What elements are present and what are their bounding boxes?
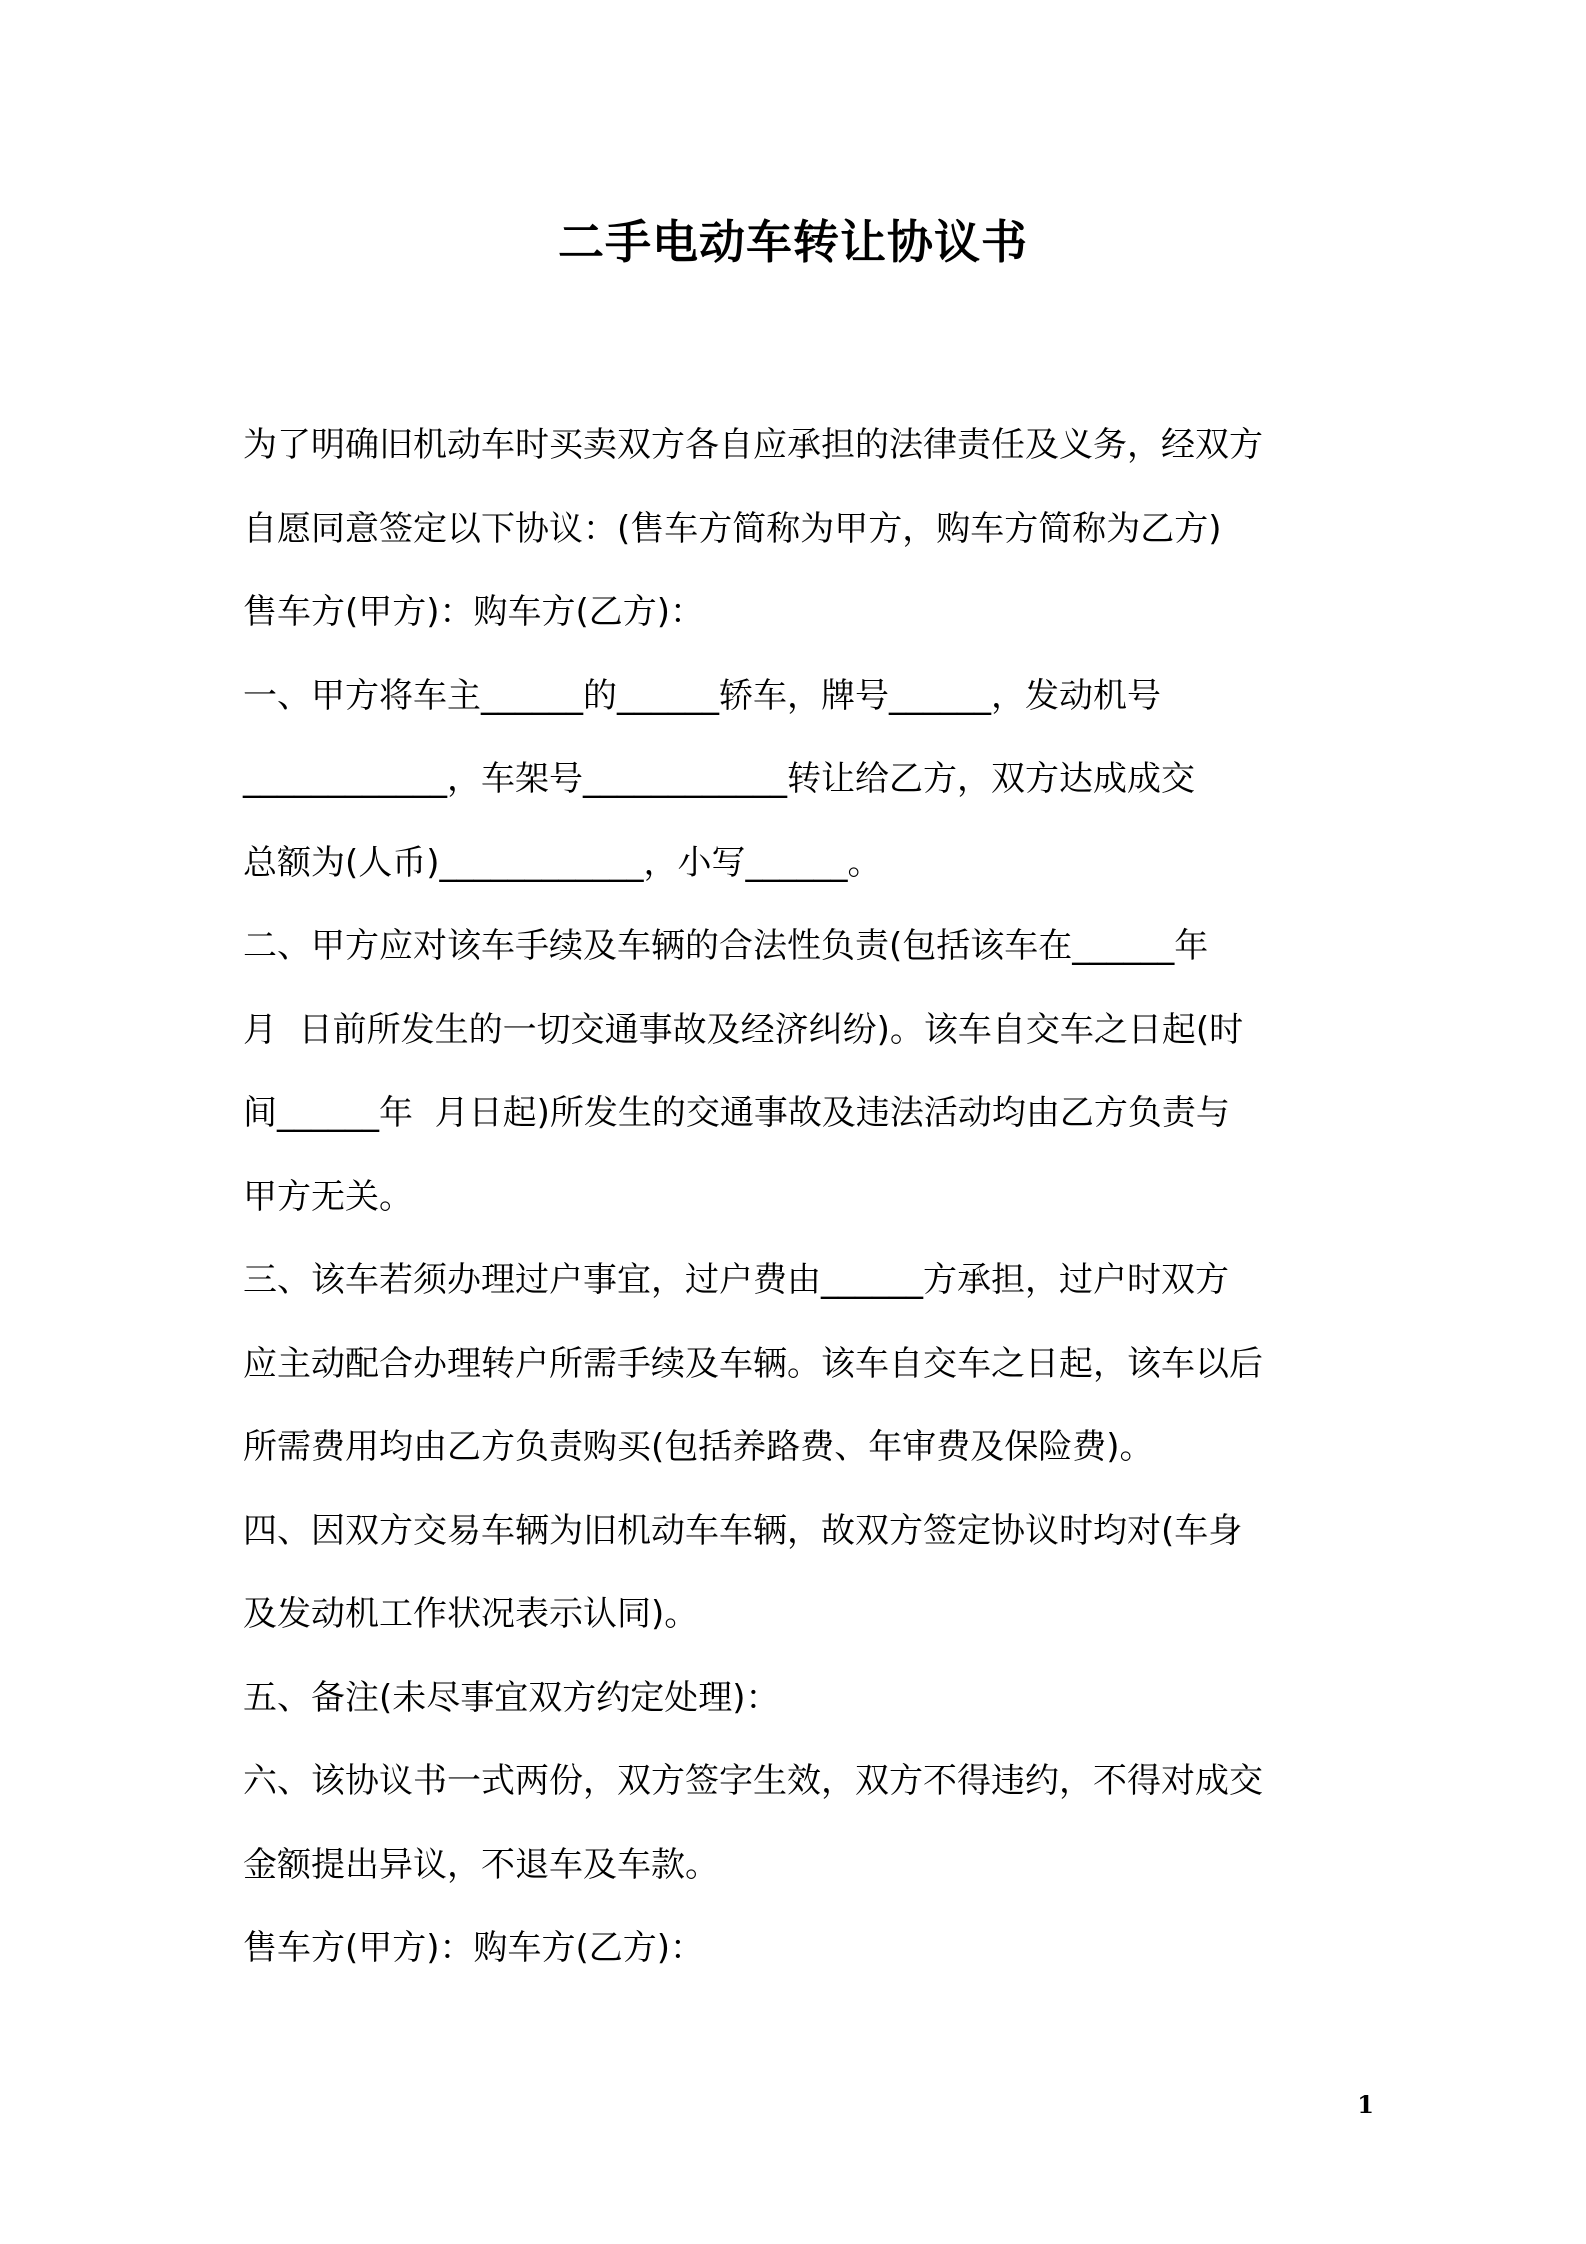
body-line: 为了明确旧机动车时买卖双方各自应承担的法律责任及义务，经双方	[243, 425, 1263, 465]
body-line: 总额为(人币)____________，小写______。	[243, 842, 882, 883]
body-line: 六、该协议书一式两份，双方签字生效，双方不得违约，不得对成交	[243, 1761, 1263, 1801]
body-line: 应主动配合办理转户所需手续及车辆。该车自交车之日起，该车以后	[243, 1343, 1263, 1384]
body-line: 售车方(甲方)：购车方(乙方)：	[243, 592, 705, 632]
document-title: 二手电动车转让协议书	[558, 215, 1028, 269]
body-line: 月 日前所发生的一切交通事故及经济纠纷)。该车自交车之日起(时	[243, 1009, 1244, 1050]
body-line: 五、备注(未尽事宜双方约定处理)：	[243, 1677, 780, 1718]
document-body	[243, 404, 1363, 1991]
body-line: 售车方(甲方)：购车方(乙方)：	[243, 1928, 705, 1968]
body-line: 三、该车若须办理过户事宜，过户费由______方承担，过户时双方	[243, 1260, 1229, 1300]
page-number: 1	[1357, 2090, 1374, 2119]
body-line: 自愿同意签定以下协议：(售车方简称为甲方，购车方简称为乙方)	[243, 508, 1222, 549]
body-line: 间______年 月日起)所发生的交通事故及违法活动均由乙方负责与	[243, 1093, 1230, 1133]
body-line: 一、甲方将车主______的______轿车，牌号______，发动机号	[243, 675, 1161, 716]
body-line: 二、甲方应对该车手续及车辆的合法性负责(包括该车在______年	[243, 926, 1209, 966]
body-line: 甲方无关。	[243, 1176, 413, 1217]
body-line: ____________，车架号____________转让给乙方，双方达成成交	[243, 759, 1195, 799]
body-line: 金额提出异议，不退车及车款。	[243, 1844, 719, 1885]
body-line: 及发动机工作状况表示认同)。	[243, 1594, 699, 1634]
body-line: 所需费用均由乙方负责购买(包括养路费、年审费及保险费)。	[243, 1427, 1154, 1467]
body-line: 四、因双方交易车辆为旧机动车车辆，故双方签定协议时均对(车身	[243, 1510, 1243, 1551]
